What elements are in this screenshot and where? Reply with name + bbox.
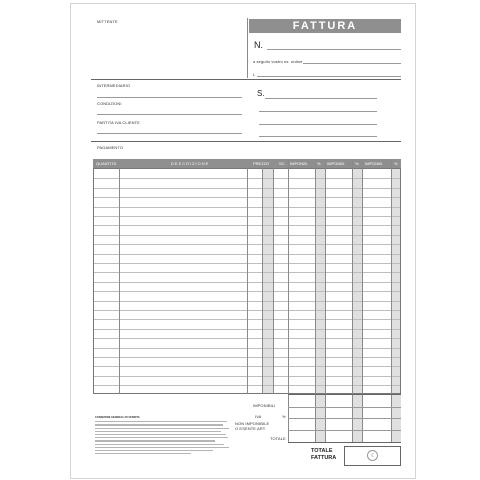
col-line-taxable-3 bbox=[362, 159, 363, 442]
fine-print-line bbox=[95, 453, 191, 454]
fine-print-line bbox=[95, 444, 224, 445]
vat-line bbox=[288, 418, 401, 419]
conditions-text-lines bbox=[95, 421, 229, 454]
grand-total-label-1: TOTALE bbox=[311, 448, 333, 454]
exempt-line bbox=[288, 430, 401, 431]
fine-print-line bbox=[95, 447, 229, 448]
sender-divider bbox=[247, 18, 248, 78]
client-vat-label: PARTITA IVA CLIENTE bbox=[97, 120, 140, 125]
section-divider-2 bbox=[91, 141, 401, 142]
col-pct-1-header: % bbox=[317, 161, 321, 166]
total-line bbox=[288, 442, 401, 443]
recipient-label: S. bbox=[257, 89, 265, 98]
section-divider-1 bbox=[91, 79, 401, 80]
vat-label: IVA bbox=[255, 414, 262, 419]
date-prefix: L bbox=[253, 72, 256, 77]
col-line-description bbox=[247, 168, 248, 394]
exempt-label-1: NON IMPONIBILE bbox=[235, 421, 270, 426]
general-conditions bbox=[95, 416, 229, 456]
col-taxable-2-header: IMPONIB. bbox=[327, 161, 346, 166]
fine-print-line bbox=[95, 434, 226, 435]
col-quantity-header: QUANTITÀ bbox=[96, 161, 117, 166]
col-line-pct-1 bbox=[315, 159, 316, 442]
date-line bbox=[257, 76, 401, 77]
payment-label: PAGAMENTO bbox=[97, 145, 124, 150]
intermediary-line bbox=[97, 97, 242, 98]
col-line-pct-2 bbox=[352, 159, 353, 442]
conditions-label: CONDIZIONI bbox=[97, 101, 122, 106]
col-pct-2-header: % bbox=[355, 161, 359, 166]
client-vat-line bbox=[97, 133, 242, 134]
fine-print-line bbox=[95, 450, 213, 451]
taxable-total-line bbox=[288, 407, 401, 408]
col-line-taxable-1 bbox=[288, 159, 289, 442]
general-conditions-heading: CONDIZIONI GENERALI DI VENDITA bbox=[95, 416, 140, 419]
invoice-form bbox=[70, 3, 416, 479]
fine-print-line bbox=[95, 437, 228, 438]
number-line bbox=[267, 49, 401, 50]
col-pct-3-header: % bbox=[394, 161, 398, 166]
col-price-header: PREZZO bbox=[253, 161, 270, 166]
fine-print-line bbox=[95, 424, 223, 425]
fine-print-line bbox=[95, 440, 215, 441]
col-line-discount bbox=[273, 168, 274, 394]
sender-label: MITTENTE bbox=[97, 19, 118, 24]
col-line-quantity bbox=[119, 168, 120, 394]
grand-total-label-2: FATTURA bbox=[311, 455, 337, 461]
col-taxable-3-header: IMPONIB. bbox=[365, 161, 384, 166]
col-line-price bbox=[262, 168, 263, 394]
order-ref-label: a seguito vostro ns. ordine bbox=[253, 59, 303, 64]
conditions-line bbox=[97, 114, 242, 115]
number-label: N. bbox=[254, 40, 263, 50]
col-taxable-1-header: IMPONIB. bbox=[290, 161, 309, 166]
fine-print-line bbox=[95, 421, 227, 422]
fine-print-line bbox=[95, 431, 221, 432]
exempt-label-2: O ESENTE ART. bbox=[235, 426, 267, 431]
taxable-total-label: IMPONIBILI bbox=[253, 403, 276, 408]
fine-print-line bbox=[95, 428, 229, 429]
recipient-line-1 bbox=[265, 98, 377, 99]
recipient-line-2 bbox=[259, 111, 377, 112]
col-line-taxable-2 bbox=[325, 159, 326, 442]
recipient-line-4 bbox=[259, 136, 377, 137]
intermediary-label: INTERMEDIARIO bbox=[97, 83, 131, 88]
order-ref-line bbox=[303, 63, 401, 64]
col-line-pct-3 bbox=[391, 159, 392, 442]
total-label: TOTALE bbox=[270, 436, 286, 441]
recipient-line-3 bbox=[259, 124, 377, 125]
euro-icon: € bbox=[367, 450, 378, 461]
totals-top-line bbox=[288, 394, 401, 395]
invoice-title: FATTURA bbox=[292, 20, 358, 32]
col-discount-header: SC. bbox=[279, 161, 286, 166]
col-description-header: DESCRIZIONE bbox=[171, 161, 210, 166]
vat-percent-label: % bbox=[282, 414, 286, 419]
